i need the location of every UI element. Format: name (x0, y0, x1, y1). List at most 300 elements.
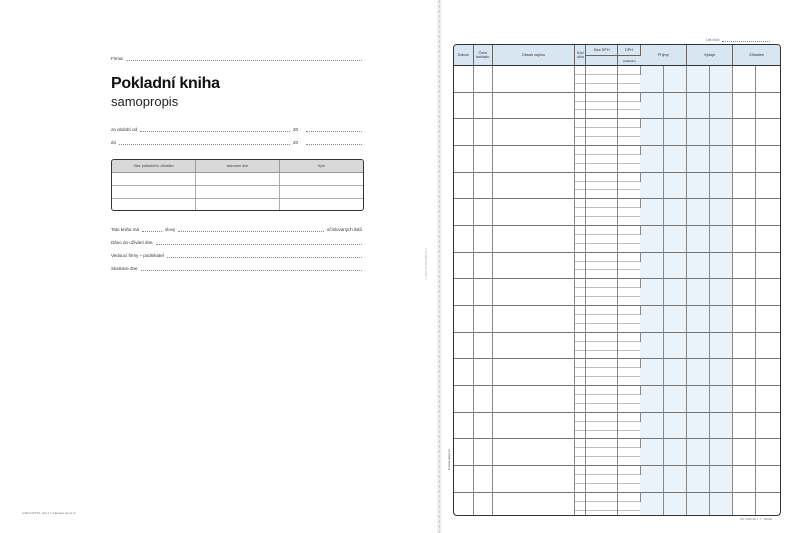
ledger-cell[interactable] (618, 83, 640, 92)
ledger-cell[interactable] (492, 359, 575, 386)
ledger-cell[interactable] (618, 92, 640, 101)
ledger-cell[interactable] (663, 92, 686, 119)
ledger-cell[interactable] (756, 332, 780, 359)
ledger-cell[interactable] (575, 457, 586, 466)
ledger-cell[interactable] (586, 297, 618, 306)
ledger-cell[interactable] (618, 172, 640, 181)
ledger-cell[interactable] (492, 146, 575, 173)
ledger-cell[interactable] (686, 306, 709, 333)
ledger-cell[interactable] (454, 386, 473, 413)
ledger-cell[interactable] (473, 492, 492, 515)
ledger-cell[interactable] (586, 119, 618, 128)
ledger-cell[interactable] (492, 92, 575, 119)
ledger-cell[interactable] (492, 119, 575, 146)
ledger-cell[interactable] (575, 297, 586, 306)
ledger-cell[interactable] (756, 412, 780, 439)
ledger-cell[interactable] (618, 466, 640, 475)
ledger-cell[interactable] (575, 430, 586, 439)
ledger-cell[interactable] (575, 190, 586, 199)
ledger-cell[interactable] (575, 66, 586, 75)
ledger-cell[interactable] (454, 466, 473, 493)
ledger-cell[interactable] (618, 359, 640, 368)
sheet-number-field[interactable] (722, 37, 770, 42)
ledger-cell[interactable] (733, 92, 756, 119)
ledger-cell[interactable] (710, 252, 733, 279)
ledger-cell[interactable] (473, 386, 492, 413)
ledger-cell[interactable] (663, 412, 686, 439)
ledger-cell[interactable] (492, 172, 575, 199)
ledger-cell[interactable] (586, 154, 618, 163)
ledger-cell[interactable] (586, 243, 618, 252)
ledger-cell[interactable] (663, 359, 686, 386)
ledger-cell[interactable] (618, 74, 640, 83)
ledger-cell[interactable] (618, 314, 640, 323)
ledger-cell[interactable] (640, 199, 663, 226)
ledger-cell[interactable] (492, 279, 575, 306)
ledger-cell[interactable] (473, 119, 492, 146)
ledger-cell[interactable] (663, 226, 686, 253)
ledger-cell[interactable] (663, 146, 686, 173)
ledger-cell[interactable] (586, 234, 618, 243)
ledger-cell[interactable] (492, 199, 575, 226)
ledger-cell[interactable] (733, 279, 756, 306)
ledger-cell[interactable] (575, 181, 586, 190)
ledger-cell[interactable] (586, 137, 618, 146)
ledger-cell[interactable] (663, 386, 686, 413)
ledger-cell[interactable] (710, 359, 733, 386)
ledger-cell[interactable] (454, 439, 473, 466)
ledger-cell[interactable] (640, 226, 663, 253)
ledger-cell[interactable] (454, 359, 473, 386)
ledger-cell[interactable] (575, 323, 586, 332)
ledger-cell[interactable] (575, 377, 586, 386)
ledger-cell[interactable] (618, 137, 640, 146)
ledger-cell[interactable] (473, 226, 492, 253)
ledger-cell[interactable] (586, 110, 618, 119)
ledger-cell[interactable] (586, 252, 618, 261)
ledger-cell[interactable] (586, 217, 618, 226)
ledger-cell[interactable] (575, 128, 586, 137)
ledger-cell[interactable] (756, 92, 780, 119)
ledger-cell[interactable] (586, 501, 618, 510)
pages-count-field[interactable] (142, 227, 162, 232)
ledger-cell[interactable] (618, 501, 640, 510)
ledger-cell[interactable] (618, 323, 640, 332)
ledger-cell[interactable] (710, 439, 733, 466)
ledger-cell[interactable] (756, 119, 780, 146)
ledger-cell[interactable] (454, 146, 473, 173)
ledger-cell[interactable] (492, 226, 575, 253)
ledger-cell[interactable] (586, 421, 618, 430)
ledger-cell[interactable] (618, 474, 640, 483)
ledger-cell[interactable] (618, 66, 640, 75)
ledger-cell[interactable] (618, 341, 640, 350)
ledger-cell[interactable] (618, 270, 640, 279)
ledger-cell[interactable] (575, 261, 586, 270)
ledger-cell[interactable] (618, 110, 640, 119)
ledger-cell[interactable] (575, 368, 586, 377)
ledger-cell[interactable] (733, 466, 756, 493)
ledger-cell[interactable] (733, 412, 756, 439)
ledger-cell[interactable] (686, 226, 709, 253)
ledger-cell[interactable] (710, 226, 733, 253)
ledger-cell[interactable] (640, 412, 663, 439)
ledger-cell[interactable] (575, 234, 586, 243)
ledger-cell[interactable] (492, 439, 575, 466)
ledger-cell[interactable] (586, 439, 618, 448)
ledger-cell[interactable] (710, 279, 733, 306)
ledger-cell[interactable] (756, 306, 780, 333)
ledger-cell[interactable] (710, 172, 733, 199)
ledger-cell[interactable] (586, 359, 618, 368)
ledger-cell[interactable] (473, 306, 492, 333)
ledger-cell[interactable] (454, 306, 473, 333)
ledger-cell[interactable] (575, 252, 586, 261)
ledger-cell[interactable] (663, 332, 686, 359)
ledger-cell[interactable] (473, 412, 492, 439)
period-from-year-field[interactable] (306, 127, 362, 132)
ledger-cell[interactable] (575, 288, 586, 297)
ledger-cell[interactable] (454, 66, 473, 93)
ledger-cell[interactable] (756, 66, 780, 93)
ledger-cell[interactable] (618, 101, 640, 110)
ledger-cell[interactable] (733, 226, 756, 253)
ledger-cell[interactable] (473, 439, 492, 466)
ledger-cell[interactable] (492, 466, 575, 493)
ledger-cell[interactable] (733, 306, 756, 333)
ledger-cell[interactable] (618, 394, 640, 403)
ledger-cell[interactable] (618, 430, 640, 439)
ledger-cell[interactable] (640, 439, 663, 466)
ledger-cell[interactable] (473, 146, 492, 173)
ledger-cell[interactable] (575, 314, 586, 323)
ledger-cell[interactable] (640, 279, 663, 306)
ledger-cell[interactable] (663, 172, 686, 199)
ledger-cell[interactable] (618, 439, 640, 448)
ledger-cell[interactable] (710, 199, 733, 226)
ledger-cell[interactable] (586, 314, 618, 323)
ledger-cell[interactable] (575, 199, 586, 208)
ledger-cell[interactable] (710, 492, 733, 515)
ledger-cell[interactable] (640, 492, 663, 515)
ledger-cell[interactable] (686, 332, 709, 359)
ledger-cell[interactable] (756, 492, 780, 515)
ledger-cell[interactable] (575, 394, 586, 403)
ledger-cell[interactable] (492, 66, 575, 93)
ledger-cell[interactable] (492, 306, 575, 333)
ledger-cell[interactable] (618, 457, 640, 466)
ledger-cell[interactable] (618, 368, 640, 377)
ledger-cell[interactable] (473, 279, 492, 306)
ledger-cell[interactable] (710, 92, 733, 119)
ledger-cell[interactable] (756, 466, 780, 493)
ledger-cell[interactable] (575, 217, 586, 226)
ledger-cell[interactable] (618, 377, 640, 386)
ledger-cell[interactable] (618, 181, 640, 190)
ledger-cell[interactable] (586, 368, 618, 377)
ledger-cell[interactable] (618, 492, 640, 501)
ledger-cell[interactable] (575, 137, 586, 146)
ledger-cell[interactable] (586, 466, 618, 475)
ledger-cell[interactable] (575, 474, 586, 483)
ledger-cell[interactable] (710, 386, 733, 413)
ledger-cell[interactable] (686, 199, 709, 226)
ledger-cell[interactable] (473, 199, 492, 226)
ledger-cell[interactable] (586, 457, 618, 466)
ledger-cell[interactable] (575, 448, 586, 457)
ledger-cell[interactable] (618, 217, 640, 226)
ledger-cell[interactable] (618, 119, 640, 128)
ledger-cell[interactable] (586, 306, 618, 315)
ledger-cell[interactable] (733, 359, 756, 386)
ledger-cell[interactable] (492, 412, 575, 439)
ledger-cell[interactable] (575, 403, 586, 412)
ledger-cell[interactable] (575, 412, 586, 421)
ledger-cell[interactable] (686, 439, 709, 466)
ledger-cell[interactable] (586, 430, 618, 439)
ledger-cell[interactable] (454, 199, 473, 226)
ledger-cell[interactable] (586, 448, 618, 457)
ledger-cell[interactable] (586, 226, 618, 235)
ledger-cell[interactable] (756, 359, 780, 386)
ledger-cell[interactable] (710, 66, 733, 93)
ledger-cell[interactable] (575, 306, 586, 315)
ledger-cell[interactable] (686, 172, 709, 199)
ledger-cell[interactable] (640, 386, 663, 413)
ledger-cell[interactable] (575, 279, 586, 288)
ledger-cell[interactable] (618, 146, 640, 155)
ledger-cell[interactable] (575, 439, 586, 448)
ledger-cell[interactable] (586, 261, 618, 270)
ledger-cell[interactable] (663, 466, 686, 493)
ledger-cell[interactable] (586, 288, 618, 297)
ledger-cell[interactable] (756, 386, 780, 413)
ledger-cell[interactable] (492, 252, 575, 279)
pages-words-field[interactable] (178, 227, 323, 232)
ledger-cell[interactable] (618, 483, 640, 492)
ledger-cell[interactable] (586, 199, 618, 208)
ledger-cell[interactable] (575, 146, 586, 155)
ledger-cell[interactable] (586, 163, 618, 172)
ledger-cell[interactable] (618, 261, 640, 270)
ledger-cell[interactable] (686, 492, 709, 515)
ledger-cell[interactable] (575, 501, 586, 510)
ledger-cell[interactable] (586, 483, 618, 492)
ledger-cell[interactable] (618, 448, 640, 457)
ledger-cell[interactable] (575, 492, 586, 501)
ledger-cell[interactable] (575, 83, 586, 92)
ledger-cell[interactable] (733, 172, 756, 199)
ledger-cell[interactable] (618, 226, 640, 235)
ledger-cell[interactable] (575, 421, 586, 430)
ledger-cell[interactable] (575, 163, 586, 172)
ledger-cell[interactable] (618, 208, 640, 217)
ledger-cell[interactable] (454, 332, 473, 359)
ledger-cell[interactable] (686, 92, 709, 119)
ledger-cell[interactable] (492, 492, 575, 515)
ledger-cell[interactable] (575, 208, 586, 217)
ledger-cell[interactable] (640, 146, 663, 173)
ledger-cell[interactable] (618, 350, 640, 359)
ledger-cell[interactable] (586, 279, 618, 288)
ledger-cell[interactable] (473, 466, 492, 493)
ledger-cell[interactable] (575, 270, 586, 279)
ledger-cell[interactable] (586, 394, 618, 403)
ledger-cell[interactable] (473, 252, 492, 279)
ledger-cell[interactable] (663, 66, 686, 93)
ledger-cell[interactable] (640, 359, 663, 386)
ledger-cell[interactable] (733, 252, 756, 279)
ledger-cell[interactable] (586, 66, 618, 75)
ledger-cell[interactable] (473, 66, 492, 93)
ledger-cell[interactable] (492, 332, 575, 359)
ledger-cell[interactable] (473, 359, 492, 386)
period-to-year-field[interactable] (306, 140, 362, 145)
ledger-cell[interactable] (586, 208, 618, 217)
ledger-cell[interactable] (618, 403, 640, 412)
ledger-cell[interactable] (640, 66, 663, 93)
ledger-cell[interactable] (586, 172, 618, 181)
ledger-cell[interactable] (618, 510, 640, 515)
ledger-cell[interactable] (733, 492, 756, 515)
ledger-cell[interactable] (586, 403, 618, 412)
ledger-cell[interactable] (575, 172, 586, 181)
ledger-cell[interactable] (640, 466, 663, 493)
ledger-cell[interactable] (454, 252, 473, 279)
issued-field[interactable] (156, 240, 362, 245)
period-to-field[interactable] (119, 140, 290, 145)
ledger-cell[interactable] (686, 66, 709, 93)
ledger-cell[interactable] (686, 359, 709, 386)
discard-field[interactable] (141, 266, 362, 271)
ledger-cell[interactable] (686, 119, 709, 146)
ledger-cell[interactable] (575, 226, 586, 235)
period-from-field[interactable] (140, 127, 290, 132)
ledger-cell[interactable] (586, 92, 618, 101)
ledger-cell[interactable] (575, 92, 586, 101)
ledger-cell[interactable] (710, 146, 733, 173)
ledger-cell[interactable] (586, 74, 618, 83)
ledger-cell[interactable] (586, 146, 618, 155)
ledger-cell[interactable] (618, 154, 640, 163)
ledger-cell[interactable] (473, 332, 492, 359)
ledger-cell[interactable] (733, 386, 756, 413)
ledger-cell[interactable] (586, 350, 618, 359)
ledger-cell[interactable] (454, 226, 473, 253)
ledger-cell[interactable] (454, 172, 473, 199)
ledger-cell[interactable] (618, 306, 640, 315)
ledger-cell[interactable] (586, 83, 618, 92)
ledger-cell[interactable] (710, 466, 733, 493)
ledger-cell[interactable] (586, 492, 618, 501)
ledger-cell[interactable] (640, 119, 663, 146)
ledger-cell[interactable] (586, 510, 618, 515)
ledger-cell[interactable] (663, 439, 686, 466)
ledger-cell[interactable] (640, 332, 663, 359)
ledger-cell[interactable] (575, 466, 586, 475)
ledger-cell[interactable] (618, 190, 640, 199)
ledger-cell[interactable] (663, 199, 686, 226)
ledger-cell[interactable] (473, 92, 492, 119)
ledger-cell[interactable] (618, 332, 640, 341)
ledger-cell[interactable] (586, 474, 618, 483)
ledger-cell[interactable] (710, 412, 733, 439)
ledger-cell[interactable] (663, 119, 686, 146)
ledger-cell[interactable] (575, 243, 586, 252)
ledger-cell[interactable] (686, 412, 709, 439)
ledger-cell[interactable] (618, 279, 640, 288)
ledger-cell[interactable] (663, 252, 686, 279)
ledger-cell[interactable] (756, 252, 780, 279)
ledger-cell[interactable] (733, 332, 756, 359)
ledger-cell[interactable] (686, 466, 709, 493)
ledger-cell[interactable] (454, 279, 473, 306)
ledger-cell[interactable] (663, 492, 686, 515)
ledger-cell[interactable] (454, 119, 473, 146)
ledger-cell[interactable] (575, 74, 586, 83)
ledger-cell[interactable] (756, 146, 780, 173)
ledger-cell[interactable] (663, 306, 686, 333)
ledger-cell[interactable] (733, 199, 756, 226)
ledger-cell[interactable] (492, 386, 575, 413)
ledger-cell[interactable] (575, 386, 586, 395)
ledger-cell[interactable] (733, 439, 756, 466)
ledger-cell[interactable] (586, 377, 618, 386)
ledger-cell[interactable] (640, 172, 663, 199)
firma-field[interactable] (127, 56, 362, 61)
ledger-cell[interactable] (618, 412, 640, 421)
ledger-cell[interactable] (586, 332, 618, 341)
ledger-cell[interactable] (575, 332, 586, 341)
ledger-cell[interactable] (733, 146, 756, 173)
ledger-cell[interactable] (618, 199, 640, 208)
ledger-cell[interactable] (454, 92, 473, 119)
ledger-cell[interactable] (640, 252, 663, 279)
ledger-cell[interactable] (586, 270, 618, 279)
ledger-cell[interactable] (586, 386, 618, 395)
ledger-cell[interactable] (575, 359, 586, 368)
ledger-cell[interactable] (586, 128, 618, 137)
manager-field[interactable] (167, 253, 362, 258)
ledger-cell[interactable] (586, 181, 618, 190)
ledger-cell[interactable] (575, 510, 586, 515)
ledger-cell[interactable] (586, 323, 618, 332)
ledger-cell[interactable] (575, 119, 586, 128)
ledger-cell[interactable] (686, 146, 709, 173)
ledger-cell[interactable] (586, 341, 618, 350)
ledger-cell[interactable] (733, 66, 756, 93)
ledger-cell[interactable] (686, 279, 709, 306)
ledger-cell[interactable] (575, 110, 586, 119)
ledger-cell[interactable] (710, 119, 733, 146)
ledger-cell[interactable] (686, 252, 709, 279)
ledger-cell[interactable] (756, 279, 780, 306)
ledger-cell[interactable] (575, 101, 586, 110)
ledger-cell[interactable] (473, 172, 492, 199)
ledger-cell[interactable] (575, 483, 586, 492)
ledger-cell[interactable] (710, 306, 733, 333)
ledger-cell[interactable] (686, 386, 709, 413)
ledger-cell[interactable] (586, 412, 618, 421)
ledger-cell[interactable] (756, 439, 780, 466)
ledger-cell[interactable] (618, 128, 640, 137)
ledger-cell[interactable] (618, 252, 640, 261)
ledger-cell[interactable] (586, 190, 618, 199)
ledger-cell[interactable] (640, 92, 663, 119)
ledger-cell[interactable] (640, 306, 663, 333)
ledger-cell[interactable] (575, 341, 586, 350)
ledger-cell[interactable] (756, 226, 780, 253)
